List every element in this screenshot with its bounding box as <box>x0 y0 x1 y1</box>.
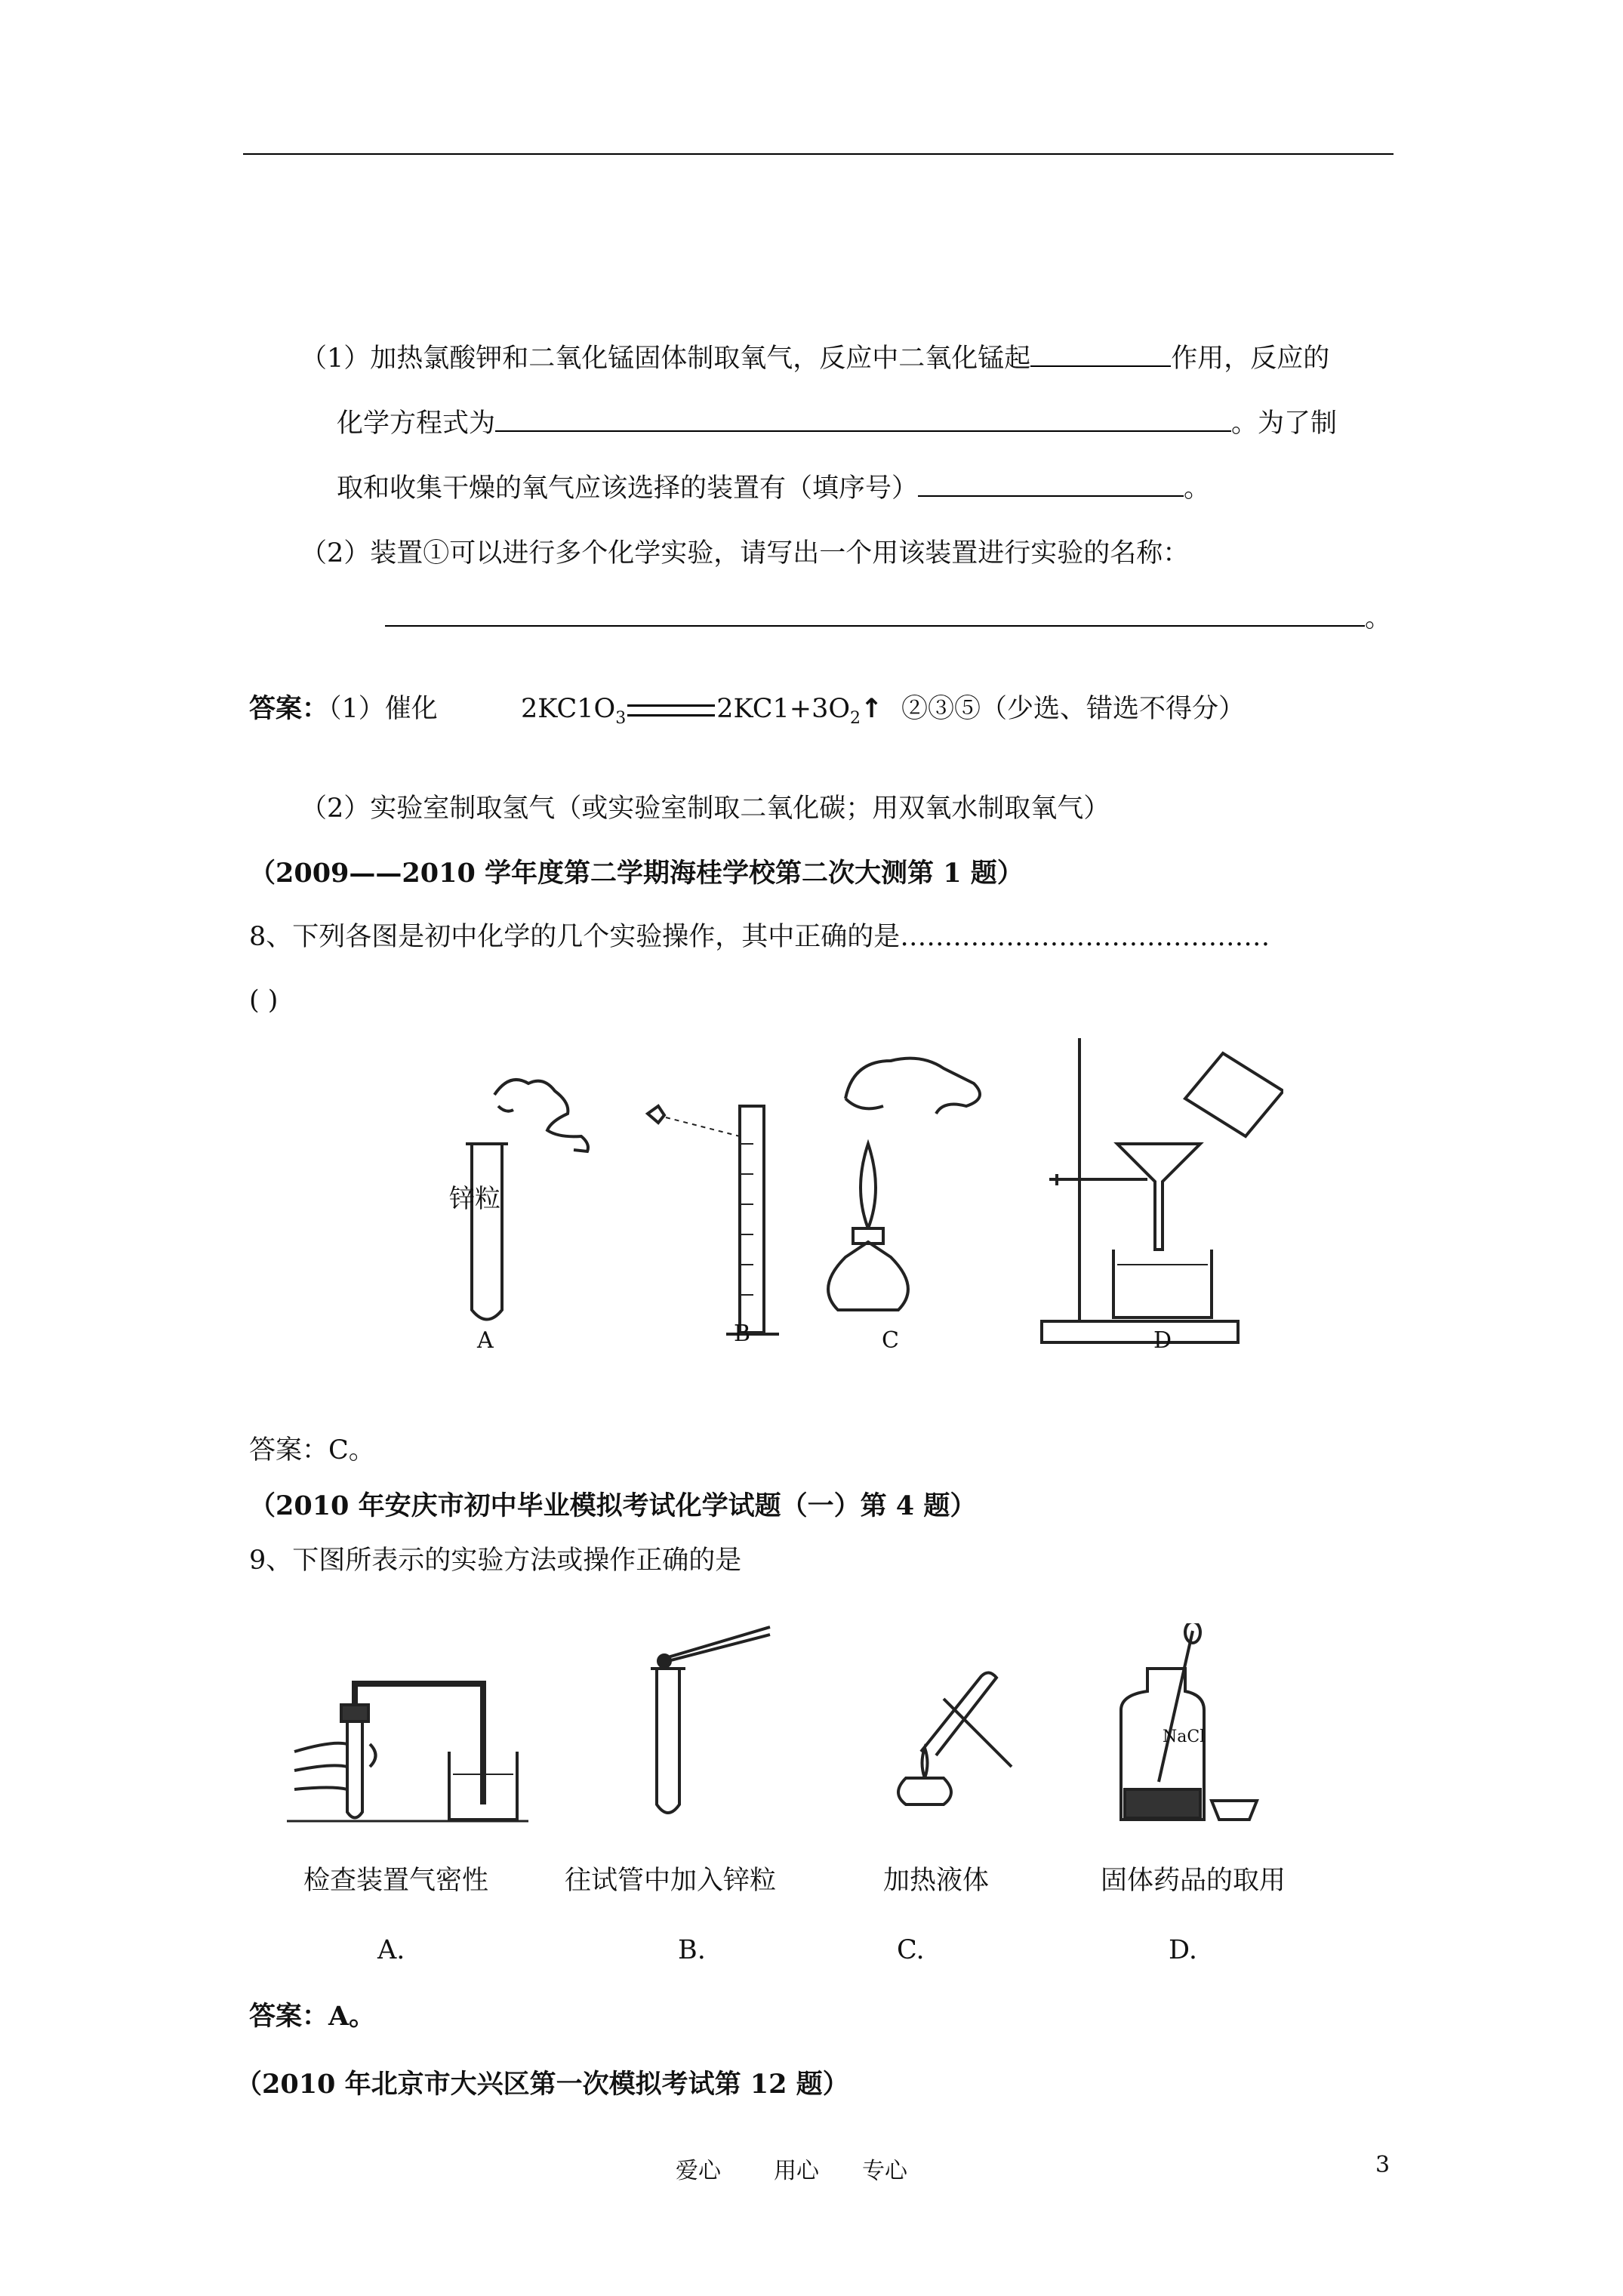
q7-equation-prompt: 化学方程式为 <box>337 408 496 439</box>
q9-caption-a: 检查装置气密性 <box>303 1866 489 1896</box>
q7-answer-label: 答案： <box>249 693 329 724</box>
q7-part1-line2 <box>337 406 1337 441</box>
q7-part1-line1 <box>300 341 1329 376</box>
q8-label-c: C <box>882 1327 899 1354</box>
q8-answer: 答案：C。 <box>249 1435 375 1465</box>
q8-source: （2010 年安庆市初中毕业模拟考试化学试题（一）第 4 题） <box>249 1490 977 1521</box>
q7-answer-catalyst: （1）催化 <box>328 694 438 724</box>
q9-answer <box>249 1999 375 2034</box>
hand-icon <box>494 1080 588 1151</box>
eq-product-subscript: 2 <box>850 709 861 728</box>
q7-part1-line2-suffix: 。为了制 <box>1231 408 1338 439</box>
q8-zinc-label: 锌粒 <box>449 1184 500 1214</box>
q7-chemical-equation <box>521 692 882 736</box>
page-number: 3 <box>1375 2152 1390 2178</box>
eq-double-line <box>627 704 715 717</box>
q9-letter-d: D. <box>1169 1935 1197 1965</box>
q9-caption-c: 加热液体 <box>883 1866 990 1896</box>
eq-products: 2KC1+3O <box>716 694 851 724</box>
q8-label-a: A <box>477 1327 494 1354</box>
q9-letter-c: C. <box>897 1935 925 1965</box>
q9-caption-d: 固体药品的取用 <box>1101 1866 1286 1896</box>
spoon-icon <box>1159 1623 1200 1782</box>
funnel-icon <box>1117 1144 1200 1250</box>
q7-part1-line3-suffix: 。 <box>1184 473 1211 504</box>
q7-part1-line3 <box>337 471 1210 506</box>
alcohol-lamp-icon <box>898 1748 951 1804</box>
header-rule <box>243 153 1394 155</box>
iron-stand-icon <box>1042 1038 1238 1342</box>
tweezers-icon <box>658 1627 770 1667</box>
pouring-beaker-icon <box>1185 1053 1283 1136</box>
q7-answer-line1 <box>249 692 438 726</box>
q7-blank-experiment <box>385 603 1365 627</box>
q7-apparatus-prompt: 取和收集干燥的氧气应该选择的装置有（填序号） <box>337 473 919 504</box>
eq-reactant: 2KC1O <box>521 694 616 724</box>
q7-blank-role <box>1030 343 1171 367</box>
q9-source: （2010 年北京市大兴区第一次模拟考试第 12 题） <box>236 2069 849 2100</box>
q7-answer-apparatus: ②③⑤（少选、错选不得分） <box>901 694 1246 724</box>
delivery-tube-icon <box>355 1684 483 1804</box>
q7-part2-answer-line <box>385 601 1391 636</box>
beaker-icon <box>1113 1250 1212 1318</box>
test-tube-icon <box>651 1669 685 1813</box>
q9-letter-a: A. <box>377 1935 405 1965</box>
footer-motto-1: 爱心 <box>676 2158 721 2184</box>
graduated-cylinder-icon <box>726 1106 779 1334</box>
hand-icon <box>845 1059 980 1114</box>
gas-arrow-icon: ↑ <box>861 694 883 724</box>
q8-answer-paren: ( ) <box>249 985 279 1015</box>
q7-part1-suffix: 作用，反应的 <box>1171 344 1330 374</box>
footer-motto-3: 专心 <box>862 2158 907 2184</box>
footer-motto-2: 用心 <box>774 2158 819 2184</box>
q9-nacl-label: NaCl <box>1163 1727 1206 1746</box>
q9-letter-b: B. <box>678 1935 706 1965</box>
q8-label-b: B <box>734 1321 751 1347</box>
eye-icon <box>648 1106 740 1136</box>
eq-reactant-subscript: 3 <box>615 709 627 728</box>
q9-caption-b: 往试管中加入锌粒 <box>565 1866 777 1896</box>
q8-label-d: D <box>1153 1327 1172 1354</box>
q7-part2: （2）装置①可以进行多个化学实验，请写出一个用该装置进行实验的名称： <box>300 538 1190 569</box>
q7-answer-part2: （2）实验室制取氢气（或实验室制取二氧化碳；用双氧水制取氧气） <box>300 794 1110 824</box>
q9-answer-text: 答案：A。 <box>249 2001 376 2032</box>
test-tube-icon <box>466 1144 508 1320</box>
dish-icon <box>1212 1801 1257 1820</box>
q7-blank-apparatus <box>918 473 1184 497</box>
test-tube-icon <box>921 1672 1012 1767</box>
q7-blank-equation <box>495 408 1231 432</box>
q7-part1-prefix: （1）加热氯酸钾和二氧化锰固体制取氧气，反应中二氧化锰起 <box>300 344 1031 374</box>
q9-stem: 9、下图所表示的实验方法或操作正确的是 <box>249 1546 742 1576</box>
test-tube-icon <box>341 1705 368 1818</box>
q8-stem: 8、下列各图是初中化学的几个实验操作，其中正确的是…………………………………… <box>249 922 1270 952</box>
q8-figure <box>393 1031 1283 1355</box>
alcohol-lamp-icon <box>828 1144 908 1310</box>
q7-source: （2009——2010 学年度第二学期海桂学校第二次大测第 1 题） <box>249 858 1024 889</box>
q7-part2-end: 。 <box>1365 603 1392 633</box>
